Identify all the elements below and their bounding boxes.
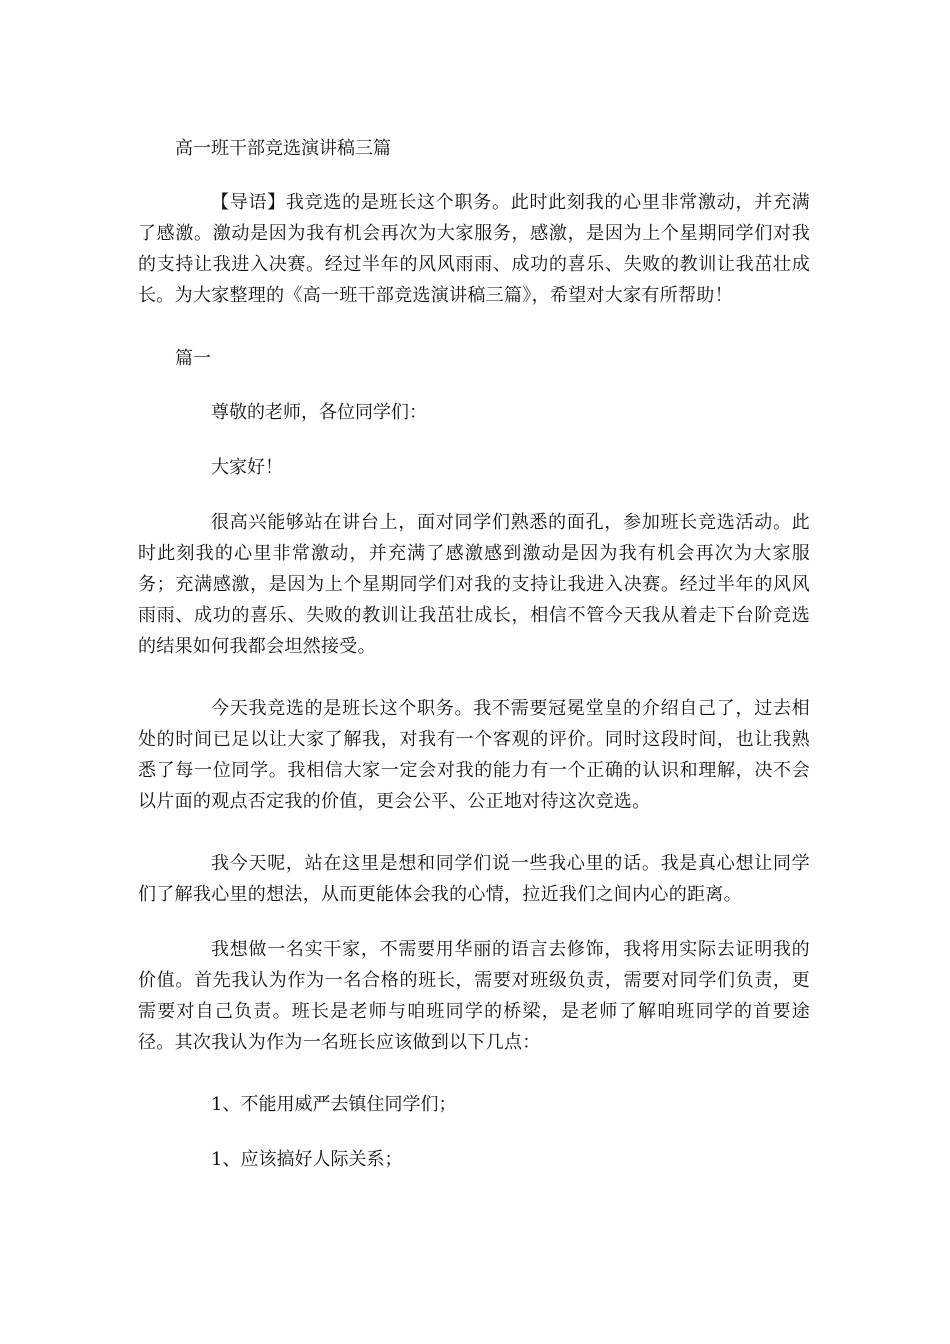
body-paragraph-2: 今天我竞选的是班长这个职务。我不需要冠冕堂皇的介绍自己了，过去相处的时间已足以让大家了解我，对我有一个客观的评价。同时这段时间，也让我熟悉了每一位同学。我相信大家一定会对我的能力有一个正确的认识和理解，决不会以片面的观点否定我的价值，更会公平、公正地对待这次竞选。 xyxy=(138,698,810,812)
body-paragraph-3: 我今天呢，站在这里是想和同学们说一些我心里的话。我是真心想让同学们了解我心里的想法，从而更能体会我的心情，拉近我们之间内心的距离。 xyxy=(138,853,810,905)
body-paragraph-1: 很高兴能够站在讲台上，面对同学们熟悉的面孔，参加班长竞选活动。此时此刻我的心里非常激动，并充满了感激感到激动是因为我有机会再次为大家服务；充满感激，是因为上个星期同学们对我的支持让我进入决赛。经过半年的风风雨雨、成功的喜乐、失败的教训让我茁壮成长，相信不管今天我从着走下台阶竞选的结果如何我都会坦然接受。 xyxy=(138,512,810,657)
document-title: 高一班干部竞选演讲稿三篇 xyxy=(175,138,391,159)
list-item: 1、应该搞好人际关系； xyxy=(211,1149,403,1170)
list-item: 1、不能用威严去镇住同学们； xyxy=(211,1094,457,1115)
body-paragraph-4: 我想做一名实干家，不需要用华丽的语言去修饰，我将用实际去证明我的价值。首先我认为作为一名合格的班长，需要对班级负责，需要对同学们负责，更需要对自己负责。班长是老师与咱班同学的桥梁，是老师了解咱班同学的首要途径。其次我认为作为一名班长应该做到以下几点： xyxy=(138,939,810,1053)
salutation: 尊敬的老师，各位同学们： xyxy=(211,402,427,423)
intro-paragraph: 【导语】我竞选的是班长这个职务。此时此刻我的心里非常激动，并充满了感激。激动是因为我有机会再次为大家服务，感激，是因为上个星期同学们对我的支持让我进入决赛。经过半年的风风雨雨、成功的喜乐、失败的教训让我茁壮成长。为大家整理的《高一班干部竞选演讲稿三篇》，希望对大家有所帮助！ xyxy=(138,192,810,306)
greeting: 大家好！ xyxy=(211,457,283,478)
section-label: 篇一 xyxy=(175,348,211,369)
